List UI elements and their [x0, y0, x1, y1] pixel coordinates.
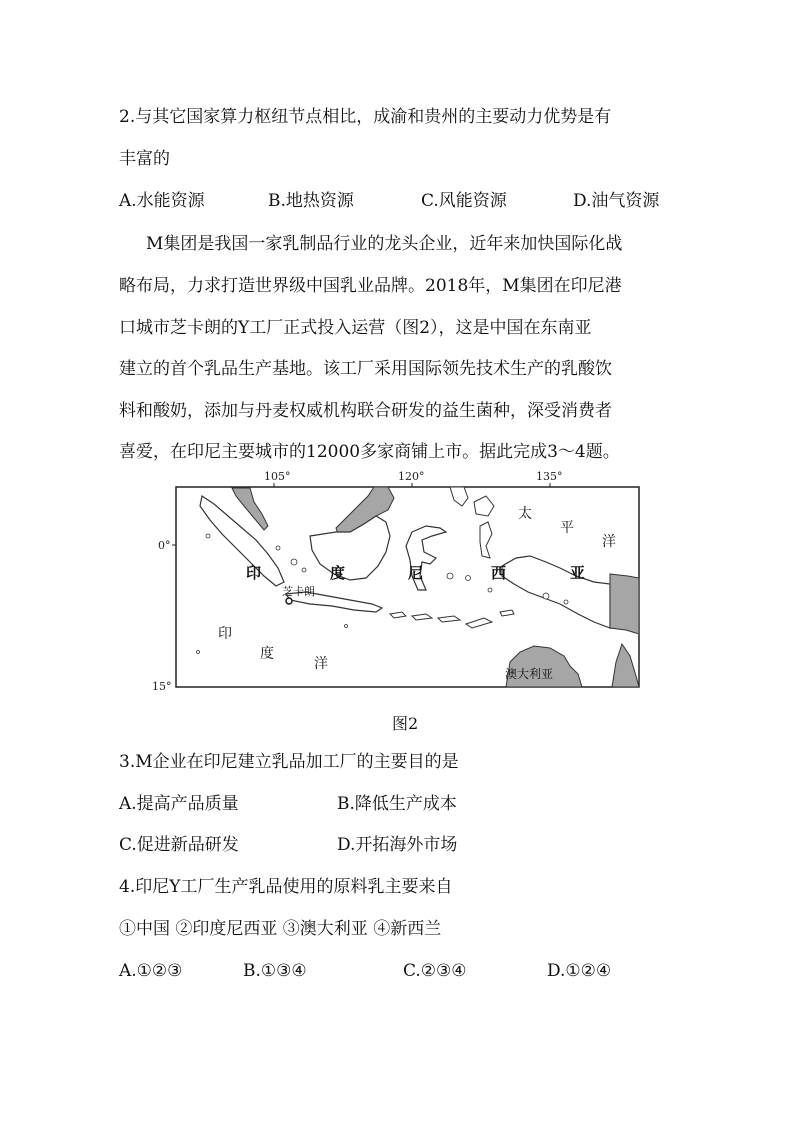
passage-line-6: 喜爱，在印尼主要城市的12000多家商铺上市。据此完成3～4题。: [119, 442, 620, 462]
q3-option-a: A.提高产品质量: [119, 794, 239, 814]
label-pacific-1: 太: [518, 506, 532, 522]
q2-option-c: C.风能资源: [421, 191, 507, 211]
q4-option-c: C.②③④: [403, 961, 467, 981]
label-indonesia-1: 印: [246, 564, 262, 582]
lon-label-120: 120°: [398, 470, 425, 483]
q3-option-b: B.降低生产成本: [337, 794, 457, 814]
label-pacific-2: 平: [560, 520, 574, 536]
label-pacific-3: 洋: [602, 534, 616, 550]
q4-option-b: B.①③④: [243, 961, 307, 981]
q4-option-a: A.①②③: [119, 961, 183, 981]
figure-caption: 图2: [392, 714, 419, 733]
q2-stem-line2: 丰富的: [119, 149, 170, 169]
q2-stem-line1: 2.与其它国家算力枢纽节点相比，成渝和贵州的主要动力优势是有: [119, 107, 612, 127]
q4-option-d: D.①②④: [547, 961, 612, 981]
label-indonesia-4: 西: [491, 564, 507, 582]
passage-line-5: 料和酸奶，添加与丹麦权威机构联合研发的益生菌种，深受消费者: [119, 401, 612, 421]
label-indian-1: 印: [218, 626, 232, 642]
lon-label-135: 135°: [536, 470, 563, 483]
lon-label-105: 105°: [264, 470, 291, 483]
q2-option-d: D.油气资源: [573, 191, 660, 211]
label-australia: 澳大利亚: [505, 667, 554, 681]
q3-option-d: D.开拓海外市场: [337, 835, 458, 855]
papua-new-guinea: [610, 574, 639, 634]
indonesia-map: [150, 466, 650, 698]
passage-line-3: 口城市芝卡朗的Y工厂正式投入运营（图2），这是中国在东南亚: [119, 318, 592, 338]
label-indian-3: 洋: [314, 656, 328, 672]
lat-label-0: 0°: [158, 539, 171, 552]
q2-option-b: B.地热资源: [268, 191, 354, 211]
q2-option-a: A.水能资源: [119, 191, 205, 211]
q3-stem: 3.M企业在印尼建立乳品加工厂的主要目的是: [119, 752, 459, 772]
q4-stem: 4.印尼Y工厂生产乳品使用的原料乳主要来自: [119, 877, 453, 897]
passage-line-2: 略布局，力求打造世界级中国乳业品牌。2018年，M集团在印尼港: [119, 276, 622, 296]
lat-label-15: 15°: [152, 680, 172, 693]
city-marker: [286, 598, 292, 604]
label-indian-2: 度: [260, 646, 274, 662]
q3-option-c: C.促进新品研发: [119, 835, 239, 855]
passage-line-1: M集团是我国一家乳制品行业的龙头企业，近年来加快国际化战: [146, 234, 623, 254]
label-indonesia-5: 亚: [570, 564, 586, 582]
label-indonesia-2: 度: [330, 564, 346, 582]
label-city: 芝卡朗: [282, 585, 315, 598]
q4-choices: ①中国 ②印度尼西亚 ③澳大利亚 ④新西兰: [119, 919, 442, 939]
label-indonesia-3: 尼: [408, 564, 424, 582]
passage-line-4: 建立的首个乳品生产基地。该工厂采用国际领先技术生产的乳酸饮: [119, 359, 612, 379]
